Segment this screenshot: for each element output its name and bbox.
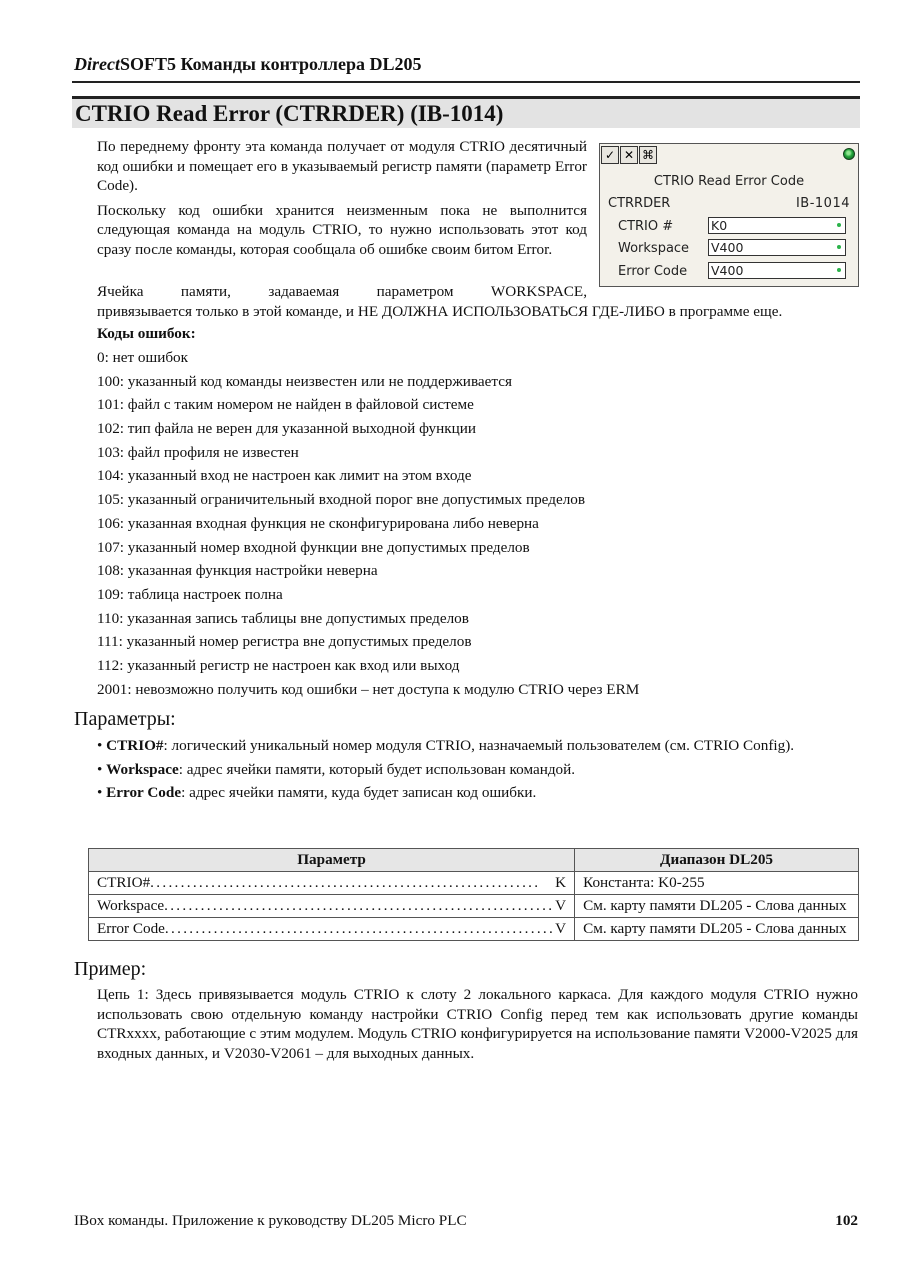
error-code-field-row (618, 262, 850, 282)
valid-indicator-icon (837, 223, 841, 227)
workspace-note-line-2: привязывается только в этой команде, и НЕ ДОЛЖНА ИСПОЛЬЗОВАТЬСЯ ГДЕ-ЛИБО в программе еще. (97, 302, 783, 320)
status-led-icon (843, 148, 855, 160)
error-code-item: 105: указанный ограничительный входной порог вне допустимых пределов (97, 491, 586, 509)
parameters-heading: Параметры: (74, 708, 176, 730)
error-code-item: 102: тип файла не верен для указанной выходной функции (97, 420, 477, 438)
help-icon[interactable]: ⌘ (639, 146, 657, 164)
error-code-item: 107: указанный номер входной функции вне допустимых пределов (97, 538, 530, 556)
error-code-item: 111: указанный номер регистра вне допустимых пределов (97, 633, 472, 651)
error-code-label: Error Code (618, 264, 688, 279)
workspace-note (97, 282, 860, 321)
table-row (89, 918, 859, 941)
ctrio-number-input[interactable]: K0 (708, 217, 846, 234)
param-cell: Workspace ................................................................ V (89, 895, 575, 918)
table-row (89, 872, 859, 895)
valid-indicator-icon (837, 245, 841, 249)
page-number: 102 (835, 1212, 858, 1229)
workspace-input[interactable]: V400 (708, 239, 846, 256)
range-cell: См. карту памяти DL205 - Слова данных (575, 895, 859, 918)
error-code-item: 106: указанная входная функция не сконфигурирована либо неверна (97, 514, 539, 532)
range-cell: См. карту памяти DL205 - Слова данных (575, 918, 859, 941)
page-title: CTRIO Read Error (CTRRDER) (IB-1014) (75, 101, 504, 126)
error-code-item: 110: указанная запись таблицы вне допустимых пределов (97, 609, 469, 627)
parameter-item: • Workspace: адрес ячейки памяти, который будет использован командой. (97, 760, 576, 778)
error-code-item: 2001: невозможно получить код ошибки – нет доступа к модулю CTRIO через ERM (97, 680, 640, 698)
workspace-note-line-1: Ячейка памяти, задаваемая параметром WORKSPACE, (97, 283, 587, 300)
brand-italic: Direct (74, 54, 120, 74)
command-name: CTRRDER (608, 196, 671, 211)
error-code-item: 109: таблица настроек полна (97, 585, 283, 603)
error-code-input[interactable]: V400 (708, 262, 846, 279)
command-code: IB-1014 (795, 196, 850, 211)
example-text: Цепь 1: Здесь привязывается модуль CTRIO к слоту 2 локального каркаса. Для каждого модуля CTRIO нужно использовать свою отдельную команду настройки CTRIO Config перед тем как использовать другие команды CTRxxxx, работающие с этим модулем. Модуль CTRIO конфигурируется на использование памяти V2000-V2025 для входных данных, и V2030-V2061 – для выходных данных. (97, 986, 858, 1062)
error-code-item: 104: указанный вход не настроен как лимит на этом входе (97, 467, 472, 485)
section-title-bar (72, 99, 860, 128)
param-cell: CTRIO# ................................................................ K (89, 872, 575, 895)
error-code-item: 100: указанный код команды неизвестен или не поддерживается (97, 372, 512, 390)
close-icon[interactable]: ✕ (620, 146, 638, 164)
parameters-list (97, 736, 837, 807)
brand-rest: SOFT5 Команды контроллера DL205 (119, 54, 422, 74)
ibox-dialog (599, 143, 859, 287)
valid-indicator-icon (837, 268, 841, 272)
error-code-item: 112: указанный регистр не настроен как вход или выход (97, 656, 460, 674)
example-heading: Пример: (74, 958, 147, 980)
parameter-item: • Error Code: адрес ячейки памяти, куда будет записан код ошибки. (97, 784, 537, 801)
footer-title: IBox команды. Приложение к руководству DL205 Micro PLC (74, 1212, 467, 1229)
check-icon[interactable]: ✓ (601, 146, 619, 164)
error-code-item: 103: файл профиля не известен (97, 443, 299, 461)
header-divider (72, 81, 860, 83)
ctrio-number-field-row (618, 217, 850, 237)
intro-paragraph-2: Поскольку код ошибки хранится неизменным пока не выполнится следующая команда на модуль CTRIO, то нужно использовать этот код сразу после команды, которая сообщала об ошибке своим битом Error. (97, 201, 587, 258)
table-header-row (89, 849, 859, 872)
param-cell: Error Code ................................................................ V (89, 918, 575, 941)
column-header-range: Диапазон DL205 (575, 849, 859, 872)
error-codes-title: Коды ошибок: (97, 325, 196, 342)
range-cell: Константа: K0-255 (575, 872, 859, 895)
intro-paragraph-1: По переднему фронту эта команда получает от модуля CTRIO десятичный код ошибки и помещает его в указываемый регистр памяти (параметр Error Code). (97, 138, 587, 194)
ctrio-number-label: CTRIO # (618, 219, 674, 234)
error-code-item: 101: файл с таким номером не найден в файловой системе (97, 396, 474, 414)
ibox-toolbar (601, 146, 658, 164)
workspace-field-row (618, 239, 850, 259)
error-code-item: 0: нет ошибок (97, 349, 189, 366)
column-header-parameter: Параметр (89, 849, 575, 872)
error-code-item: 108: указанная функция настройки неверна (97, 562, 378, 580)
intro-text (97, 137, 587, 264)
table-row (89, 895, 859, 918)
parameter-item: • CTRIO#: логический уникальный номер модуля CTRIO, назначаемый пользователем (см. CTRIO Config). (97, 737, 795, 754)
parameter-range-table (88, 848, 859, 941)
running-header (74, 54, 422, 75)
error-codes-list (97, 324, 860, 703)
dialog-title: CTRIO Read Error Code (653, 174, 805, 189)
workspace-label: Workspace (618, 241, 690, 256)
